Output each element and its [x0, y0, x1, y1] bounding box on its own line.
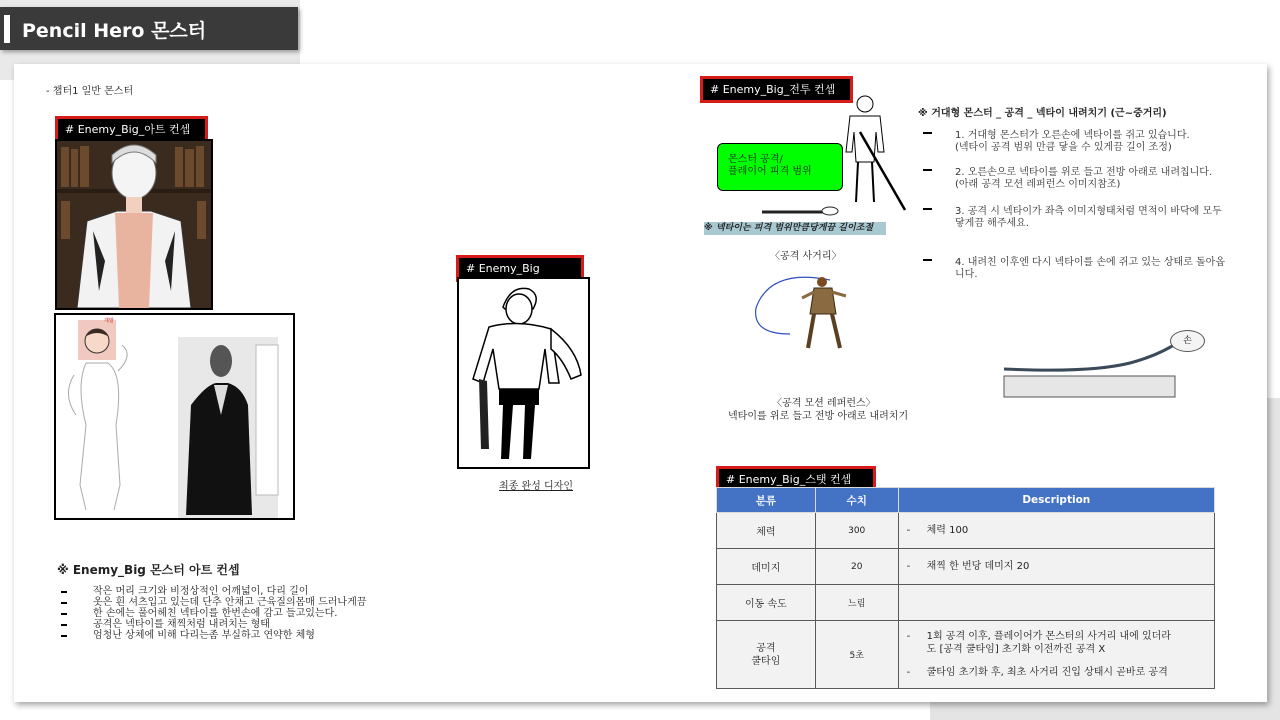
page-title: Pencil Hero 몬스터 — [22, 20, 207, 42]
motion-caption: 〈공격 모션 레퍼런스〉 — [772, 398, 876, 409]
row-category: 체력 — [717, 513, 816, 549]
attack-range-box: 몬스터 공격/ 플레이어 피격 범위 — [717, 143, 843, 191]
title-accent — [4, 15, 10, 43]
row-value: 느림 — [815, 585, 898, 621]
stat-table — [716, 487, 1215, 689]
table-row — [717, 621, 1215, 689]
table-row — [717, 513, 1215, 549]
step-dash — [923, 208, 932, 210]
list-item: 작은 머리 크기와 비정상적인 어깨넓이, 다리 길이 — [57, 586, 387, 597]
row-category: 공격 쿨타임 — [717, 621, 816, 689]
motion-reference-image — [750, 268, 860, 378]
necktie-icon — [760, 204, 840, 220]
art-concept-tag: # Enemy_Big_아트 컨셉 — [55, 116, 208, 143]
title-bar — [0, 7, 298, 50]
table-header — [717, 488, 1215, 513]
list-item: 공격은 넥타이를 채찍처럼 내려치는 형태 — [57, 619, 387, 630]
description-line: - 쿨타임 초기화 후, 최초 사거리 진입 상태시 곧바로 공격 — [907, 666, 1213, 679]
step-text: 4. 내려친 이후엔 다시 넥타이를 손에 쥐고 있는 상태로 돌아옵 니다. — [955, 257, 1225, 280]
step-text: 3. 공격 시 넥타이가 좌측 이미지형태처럼 면적이 바닥에 모두 닿게끔 해주세요. — [955, 206, 1222, 229]
row-value: 300 — [815, 513, 898, 549]
row-description — [898, 549, 1214, 585]
step-dash — [923, 259, 932, 261]
row-category: 데미지 — [717, 549, 816, 585]
tie-length-note: ※ 넥타이는 피격 범위만큼당게끔 길이조절 — [704, 222, 886, 235]
hand-label: 손 — [1170, 330, 1205, 352]
enemy-big-tag: # Enemy_Big — [456, 255, 584, 282]
final-design-image — [457, 277, 590, 469]
row-description — [898, 621, 1214, 689]
step-text: 2. 오른손으로 넥타이를 위로 들고 전방 아래로 내려칩니다. (아래 공격 모션 레퍼런스 이미지참조) — [955, 167, 1213, 190]
step-dash — [923, 169, 932, 171]
description-line: - 채찍 한 번당 데미지 20 — [907, 560, 1213, 573]
description-line: - 1회 공격 이후, 플레이어가 몬스터의 사거리 내에 있더라 도 [공격 쿨타임] 초기화 이전까진 공격 X — [907, 630, 1213, 656]
list-item: 옷은 흰 셔츠입고 있는데 단추 안채고 근육질의몸매 드러나게끔 — [57, 597, 387, 608]
step-text: 1. 거대형 몬스터가 오른손에 넥타이를 쥐고 있습니다. (넥타이 공격 범위 만큼 닿을 수 있게끔 길이 조정) — [955, 130, 1190, 153]
list-item: 한 손에는 풀어헤친 넥타이를 한번손에 감고 들고있는다. — [57, 608, 387, 619]
table-row — [717, 585, 1215, 621]
range-caption: 〈공격 사거리〉 — [770, 251, 842, 262]
header-description: Description — [898, 488, 1214, 513]
header-value: 수치 — [815, 488, 898, 513]
reference-badge: 개발 — [104, 318, 114, 324]
row-description — [898, 513, 1214, 549]
motion-description: 넥타이를 위로 들고 전방 아래로 내려치기 — [728, 411, 909, 422]
row-value: 5초 — [815, 621, 898, 689]
table-row — [717, 549, 1215, 585]
combat-heading: ※ 거대형 몬스터 _ 공격 _ 넥타이 내려치기 (근~중거리) — [918, 108, 1167, 119]
row-description — [898, 585, 1214, 621]
combat-concept-tag: # Enemy_Big_전투 컨셉 — [700, 76, 853, 103]
stat-concept-tag: # Enemy_Big_스탯 컨셉 — [716, 466, 876, 493]
art-concept-image — [55, 139, 213, 310]
row-category: 이동 속도 — [717, 585, 816, 621]
description-line: - 체력 100 — [907, 524, 1213, 537]
chapter-subtitle: - 챕터1 일반 몬스터 — [46, 86, 134, 97]
row-value: 20 — [815, 549, 898, 585]
step-dash — [923, 132, 932, 134]
final-design-caption: 최종 완성 디자인 — [499, 481, 573, 492]
art-concept-list — [57, 586, 387, 641]
list-item: 엄청난 상체에 비해 다리는좀 부실하고 연약한 체형 — [57, 630, 387, 641]
art-concept-heading: ※ Enemy_Big 몬스터 아트 컨셉 — [57, 563, 240, 577]
reference-image — [54, 313, 295, 520]
header-category: 분류 — [717, 488, 816, 513]
